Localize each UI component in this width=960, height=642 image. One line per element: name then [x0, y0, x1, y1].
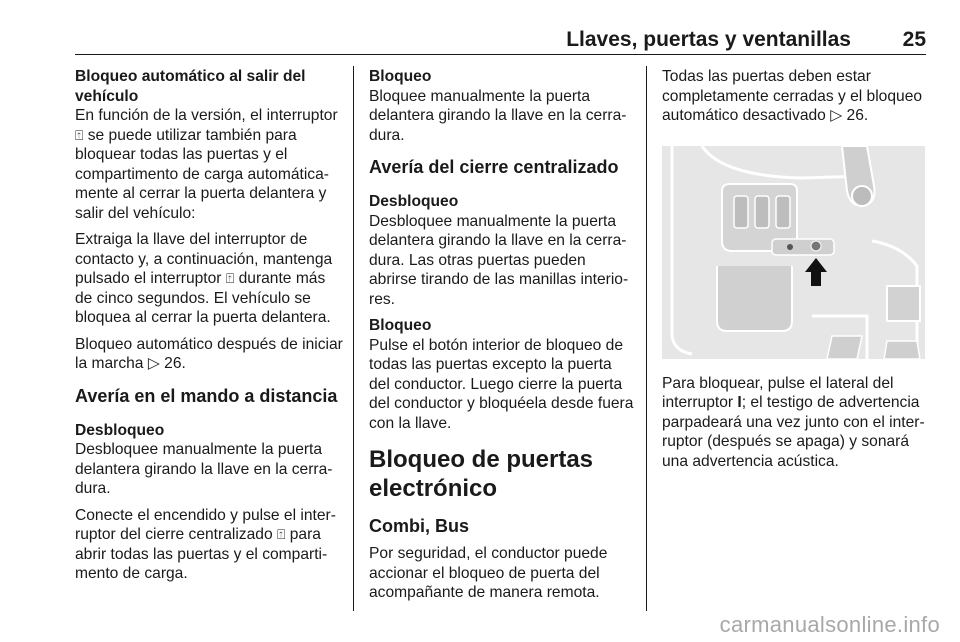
page-header: [75, 28, 926, 55]
text: para abrir todas las puertas y el comparti-mento de carga.: [75, 526, 328, 582]
central-locking-failure-heading: Avería del cierre centralizado: [369, 157, 619, 177]
lock-label-2: Bloqueo: [369, 317, 432, 334]
page-reference-icon: ▷: [147, 355, 160, 372]
lock-switch-icon: ⍐: [225, 270, 235, 286]
doors-closed-paragraph: [662, 67, 930, 126]
text: Bloqueo automático después de iniciar la marcha: [75, 335, 343, 372]
combi-bus-heading: Combi, Bus: [369, 516, 470, 536]
column-2: [369, 67, 635, 610]
dashboard-switch-illustration: [662, 146, 925, 359]
lock-paragraph: Bloquee manualmente la puerta delantera girando la llave en la cerra-dura.: [369, 87, 627, 144]
lock-switch-icon: ⍐: [75, 126, 84, 143]
auto-lock-heading: Bloqueo automático al salir del vehículo: [75, 68, 306, 105]
lock-label: Bloqueo: [369, 68, 432, 85]
electronic-lock-paragraph: Por seguridad, el conductor puede accionar el bloqueo de puerta del acompañante de manera remota.: [369, 545, 608, 601]
text: En función de la versión, el interruptor: [75, 107, 338, 124]
page-reference-icon: ▷: [830, 107, 843, 124]
switch-side-icon: I: [737, 394, 742, 411]
lock-switch-icon: ⍐: [276, 526, 286, 542]
page-title: Llaves, puertas y ventanillas: [566, 28, 851, 51]
unlock-label: Desbloqueo: [369, 193, 459, 210]
auto-lock-paragraph-1: [75, 106, 343, 223]
text: Para bloquear, pulse el lateral del interruptor: [662, 374, 894, 411]
remote-unlock-paragraph: Desbloquee manualmente la puerta delantera girando la llave en la cerra-dura.: [75, 441, 333, 497]
electronic-lock-heading: Bloqueo de puertas electrónico: [369, 446, 594, 502]
central-unlock-paragraph: Desbloquee manualmente la puerta delantera girando la llave en la cerra-dura. Las otras puertas pueden abrirse tirando de las manillas interio-res.: [369, 212, 629, 308]
text: ; el testigo de advertencia parpadeará una vez junto con el inter-ruptor (después se apaga) y sonará una advertencia acústica.: [662, 394, 925, 470]
column-3: [662, 67, 930, 478]
text: Conecte el encendido y pulse el inter-ruptor del cierre centralizado: [75, 506, 336, 543]
page-reference[interactable]: 26.: [164, 355, 186, 372]
watermark: carmanualsonline.info: [719, 612, 940, 637]
remote-failure-heading: Avería en el mando a distancia: [75, 385, 338, 406]
dashboard-drawing: [662, 146, 925, 359]
auto-lock-paragraph-3: [75, 335, 343, 374]
auto-lock-paragraph-2: [75, 230, 343, 328]
central-lock-paragraph: Pulse el botón interior de bloqueo de todas las puertas excepto la puerta del conductor. Luego cierre la puerta del conductor y bloquéela desde fuera con la llave.: [369, 336, 634, 432]
column-divider-1: [353, 66, 354, 611]
text: Todas las puertas deben estar completamente cerradas y el bloqueo automático desactivado: [662, 68, 923, 124]
remote-central-paragraph: [75, 506, 343, 584]
column-1: [75, 67, 343, 591]
column-divider-2: [646, 66, 647, 611]
unlock-label: Desbloqueo: [75, 421, 165, 439]
page-number: 25: [902, 28, 926, 51]
text: Extraiga la llave del interruptor de contacto y, a continuación, mantenga pulsado el interruptor: [75, 231, 333, 287]
lock-instructions-paragraph: [662, 374, 930, 472]
text: durante más de cinco segundos. El vehículo se bloquea al cerrar la puerta delantera.: [75, 270, 331, 326]
text: se puede utilizar también para bloquear todas las puertas y el compartimento de carga automática-mente al cerrar la puerta delantera y salir del vehículo:: [75, 126, 329, 222]
page-reference[interactable]: 26.: [846, 107, 869, 124]
